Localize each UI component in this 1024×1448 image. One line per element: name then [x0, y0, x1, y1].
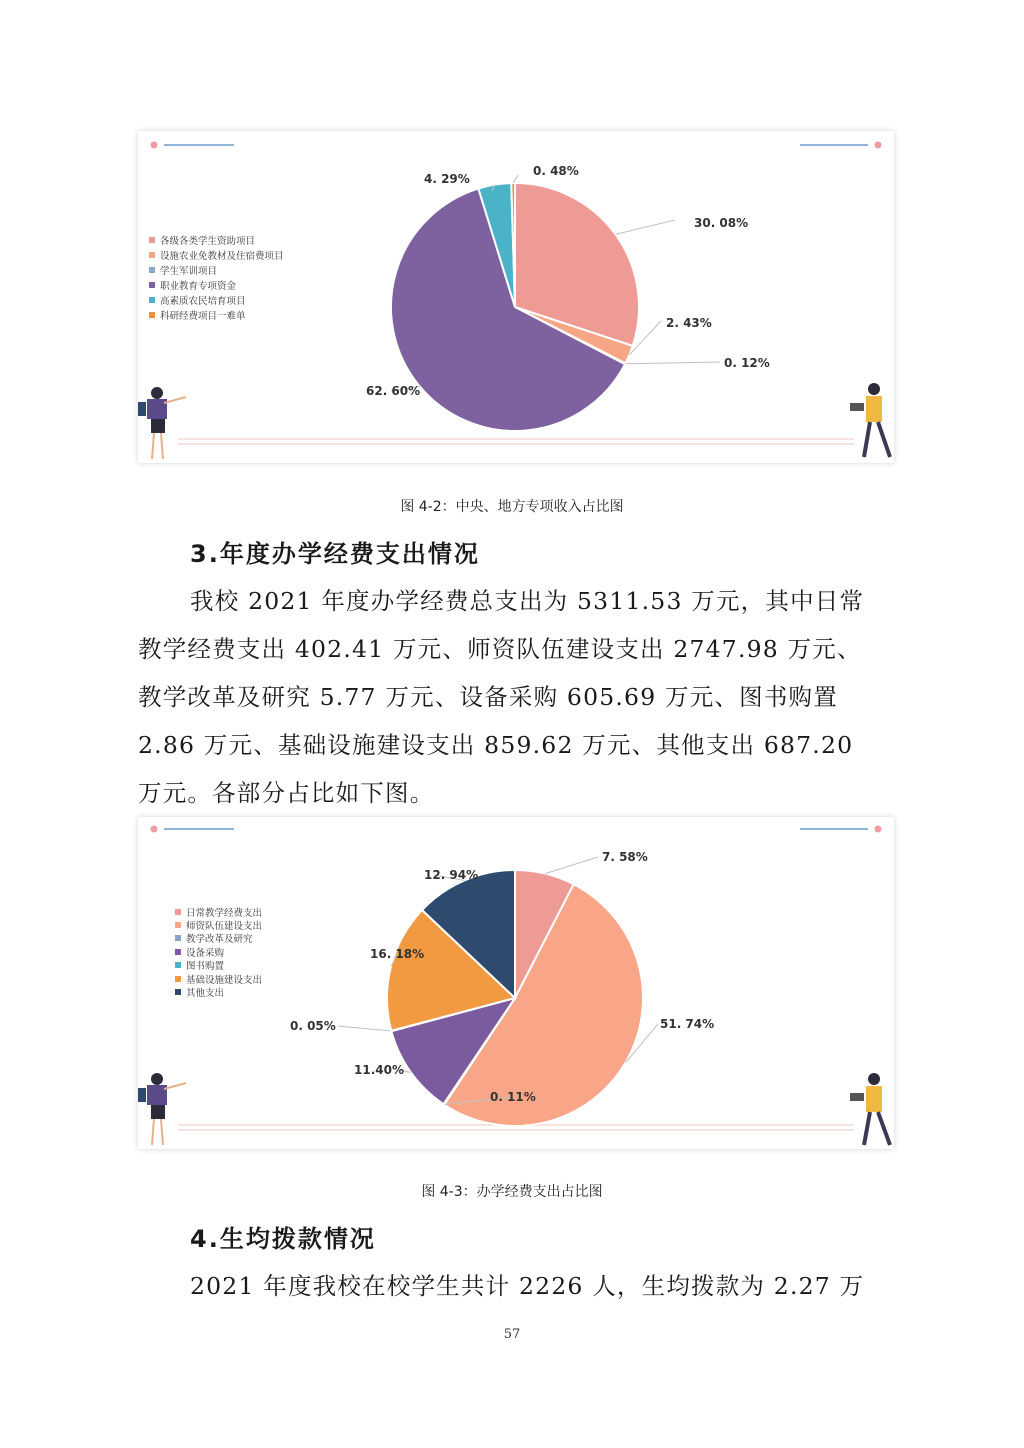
page-number: 57	[503, 1327, 521, 1342]
chart-frame-income	[138, 131, 894, 463]
paragraph-line: 2021 年度我校在校学生共计 2226 人，生均拨款为 2.27 万	[190, 1272, 865, 1300]
legend-label: 职业教育专项资金	[160, 280, 237, 292]
figure-caption: 图 4-3：办学经费支出占比图	[421, 1184, 603, 1200]
data-label: 7. 58%	[602, 850, 648, 864]
section-heading: 4.生均拨款情况	[190, 1225, 376, 1253]
legend-label: 设施农业免教材及住宿费项目	[160, 250, 284, 262]
legend-label: 教学改革及研究	[186, 934, 253, 946]
data-label: 30. 08%	[694, 216, 749, 230]
legend-label: 各级各类学生资助项目	[160, 235, 256, 247]
pie-chart-expenditure	[138, 817, 894, 1149]
leader-line	[616, 220, 675, 234]
paragraph-line: 我校 2021 年度办学经费总支出为 5311.53 万元，其中日常	[190, 587, 865, 615]
paragraph-line: 教学经费支出 402.41 万元、师资队伍建设支出 2747.98 万元、	[138, 635, 862, 663]
data-label: 16. 18%	[370, 947, 425, 961]
legend-label: 图书购置	[186, 961, 225, 973]
legend-label: 日常教学经费支出	[186, 907, 263, 919]
legend-label: 设备采购	[186, 947, 225, 959]
leader-line	[625, 362, 720, 364]
leader-line	[338, 1026, 391, 1031]
legend-label: 基础设施建设支出	[186, 974, 263, 986]
data-label: 51. 74%	[660, 1017, 715, 1031]
legend-label: 科研经费项目一难单	[160, 310, 246, 322]
data-label: 0. 12%	[724, 356, 770, 370]
figure-caption: 图 4-2：中央、地方专项收入占比图	[400, 499, 624, 515]
data-label: 0. 48%	[533, 164, 579, 178]
pie-chart-income	[138, 131, 894, 463]
data-label: 0. 11%	[490, 1090, 536, 1104]
legend-label: 师资队伍建设支出	[186, 921, 263, 933]
section-heading: 3.年度办学经费支出情况	[190, 540, 480, 568]
paragraph-line: 2.86 万元、基础设施建设支出 859.62 万元、其他支出 687.20	[138, 731, 854, 759]
data-label: 62. 60%	[366, 384, 421, 398]
legend-label: 学生军训项目	[160, 265, 218, 277]
data-label: 12. 94%	[424, 868, 479, 882]
leader-line	[545, 857, 598, 874]
paragraph-line: 教学改革及研究 5.77 万元、设备采购 605.69 万元、图书购置	[138, 683, 838, 711]
chart-frame-expenditure	[138, 817, 894, 1149]
leader-line	[513, 175, 518, 183]
data-label: 2. 43%	[666, 316, 712, 330]
legend-label: 其他支出	[186, 988, 225, 1000]
data-label: 0. 05%	[290, 1019, 336, 1033]
data-label: 4. 29%	[424, 172, 470, 186]
paragraph-line: 万元。各部分占比如下图。	[138, 779, 435, 807]
legend-label: 高素质农民培育项目	[160, 295, 246, 307]
data-label: 11.40%	[354, 1063, 404, 1077]
